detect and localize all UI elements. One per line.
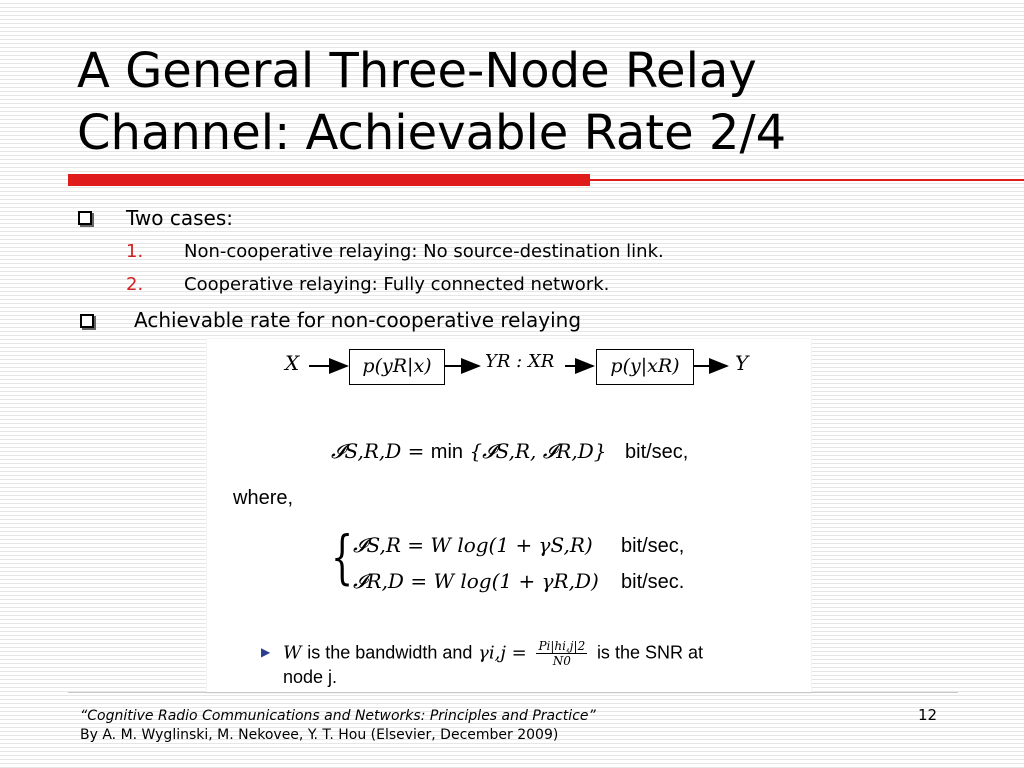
footer-book-title-text: “Cognitive Radio Communications and Networks: Principles and Practice”	[80, 708, 596, 724]
note-line2: node j.	[283, 667, 338, 687]
list-number: 2.	[126, 274, 144, 295]
footer-book-title	[80, 707, 596, 725]
eq-min: min	[430, 441, 464, 463]
slide-title	[77, 40, 977, 164]
equation-end-to-end-rate	[331, 439, 606, 464]
channel-box-source-relay: p(yR|x)	[349, 349, 445, 385]
relay-label: YR : XR	[485, 351, 555, 372]
input-x-label: X	[285, 351, 300, 375]
eq-sr-lhs: 𝓘S,R =	[353, 533, 431, 557]
eq-lhs: 𝓘S,R,D =	[331, 439, 431, 463]
list-item-cooperative: Cooperative relaying: Fully connected network.	[184, 274, 610, 295]
checkbox-bullet-icon	[78, 211, 92, 225]
eq-sr-rhs: W log(1 + γS,R)	[430, 533, 593, 557]
eq-rd-rhs: W log(1 + γR,D)	[433, 569, 599, 593]
equation-source-relay-rate	[353, 533, 593, 557]
triangle-bullet-icon: ▶	[261, 645, 271, 659]
left-brace-icon: {	[331, 523, 354, 591]
list-number: 1.	[126, 241, 144, 262]
note-part2: is the SNR at	[596, 642, 703, 663]
footer-authors: By A. M. Wyglinski, M. Nekovee, Y. T. Hou (Elsevier, December 2009)	[80, 727, 559, 743]
equation-figure	[206, 338, 812, 694]
list-item-non-cooperative: Non-cooperative relaying: No source-destination link.	[184, 241, 664, 262]
fraction-denominator: N0	[552, 654, 571, 668]
unit-label: bit/sec,	[625, 441, 689, 463]
eq-args: {𝓘S,R, 𝓘R,D}	[469, 439, 607, 463]
unit-label: bit/sec,	[621, 535, 685, 557]
fraction-numerator: Pi|hi,j|2	[538, 639, 586, 653]
footer-divider	[68, 692, 958, 693]
where-label: where,	[233, 487, 294, 509]
slide-title-line2: Channel: Achievable Rate 2/4	[77, 105, 787, 161]
note-gamma: γi,j =	[478, 642, 527, 664]
bullet-achievable-rate: Achievable rate for non-cooperative relaying	[134, 308, 582, 332]
output-y-label: Y	[735, 351, 749, 375]
slide-title-line1: A General Three-Node Relay	[77, 43, 757, 99]
eq-rd-lhs: 𝓘R,D =	[353, 569, 434, 593]
page-number: 12	[918, 706, 938, 724]
title-underline-thin	[590, 179, 1024, 181]
note-w: W	[283, 642, 302, 664]
note-bandwidth-snr	[283, 639, 703, 668]
equation-relay-destination-rate	[353, 569, 599, 593]
title-underline-thick	[68, 174, 590, 186]
bullet-two-cases: Two cases:	[126, 206, 233, 230]
checkbox-bullet-icon	[80, 314, 94, 328]
unit-label: bit/sec.	[621, 571, 685, 593]
channel-box-relay-destination: p(y|xR)	[596, 349, 694, 385]
note-part1: is the bandwidth and	[307, 642, 473, 663]
snr-fraction	[536, 639, 587, 668]
